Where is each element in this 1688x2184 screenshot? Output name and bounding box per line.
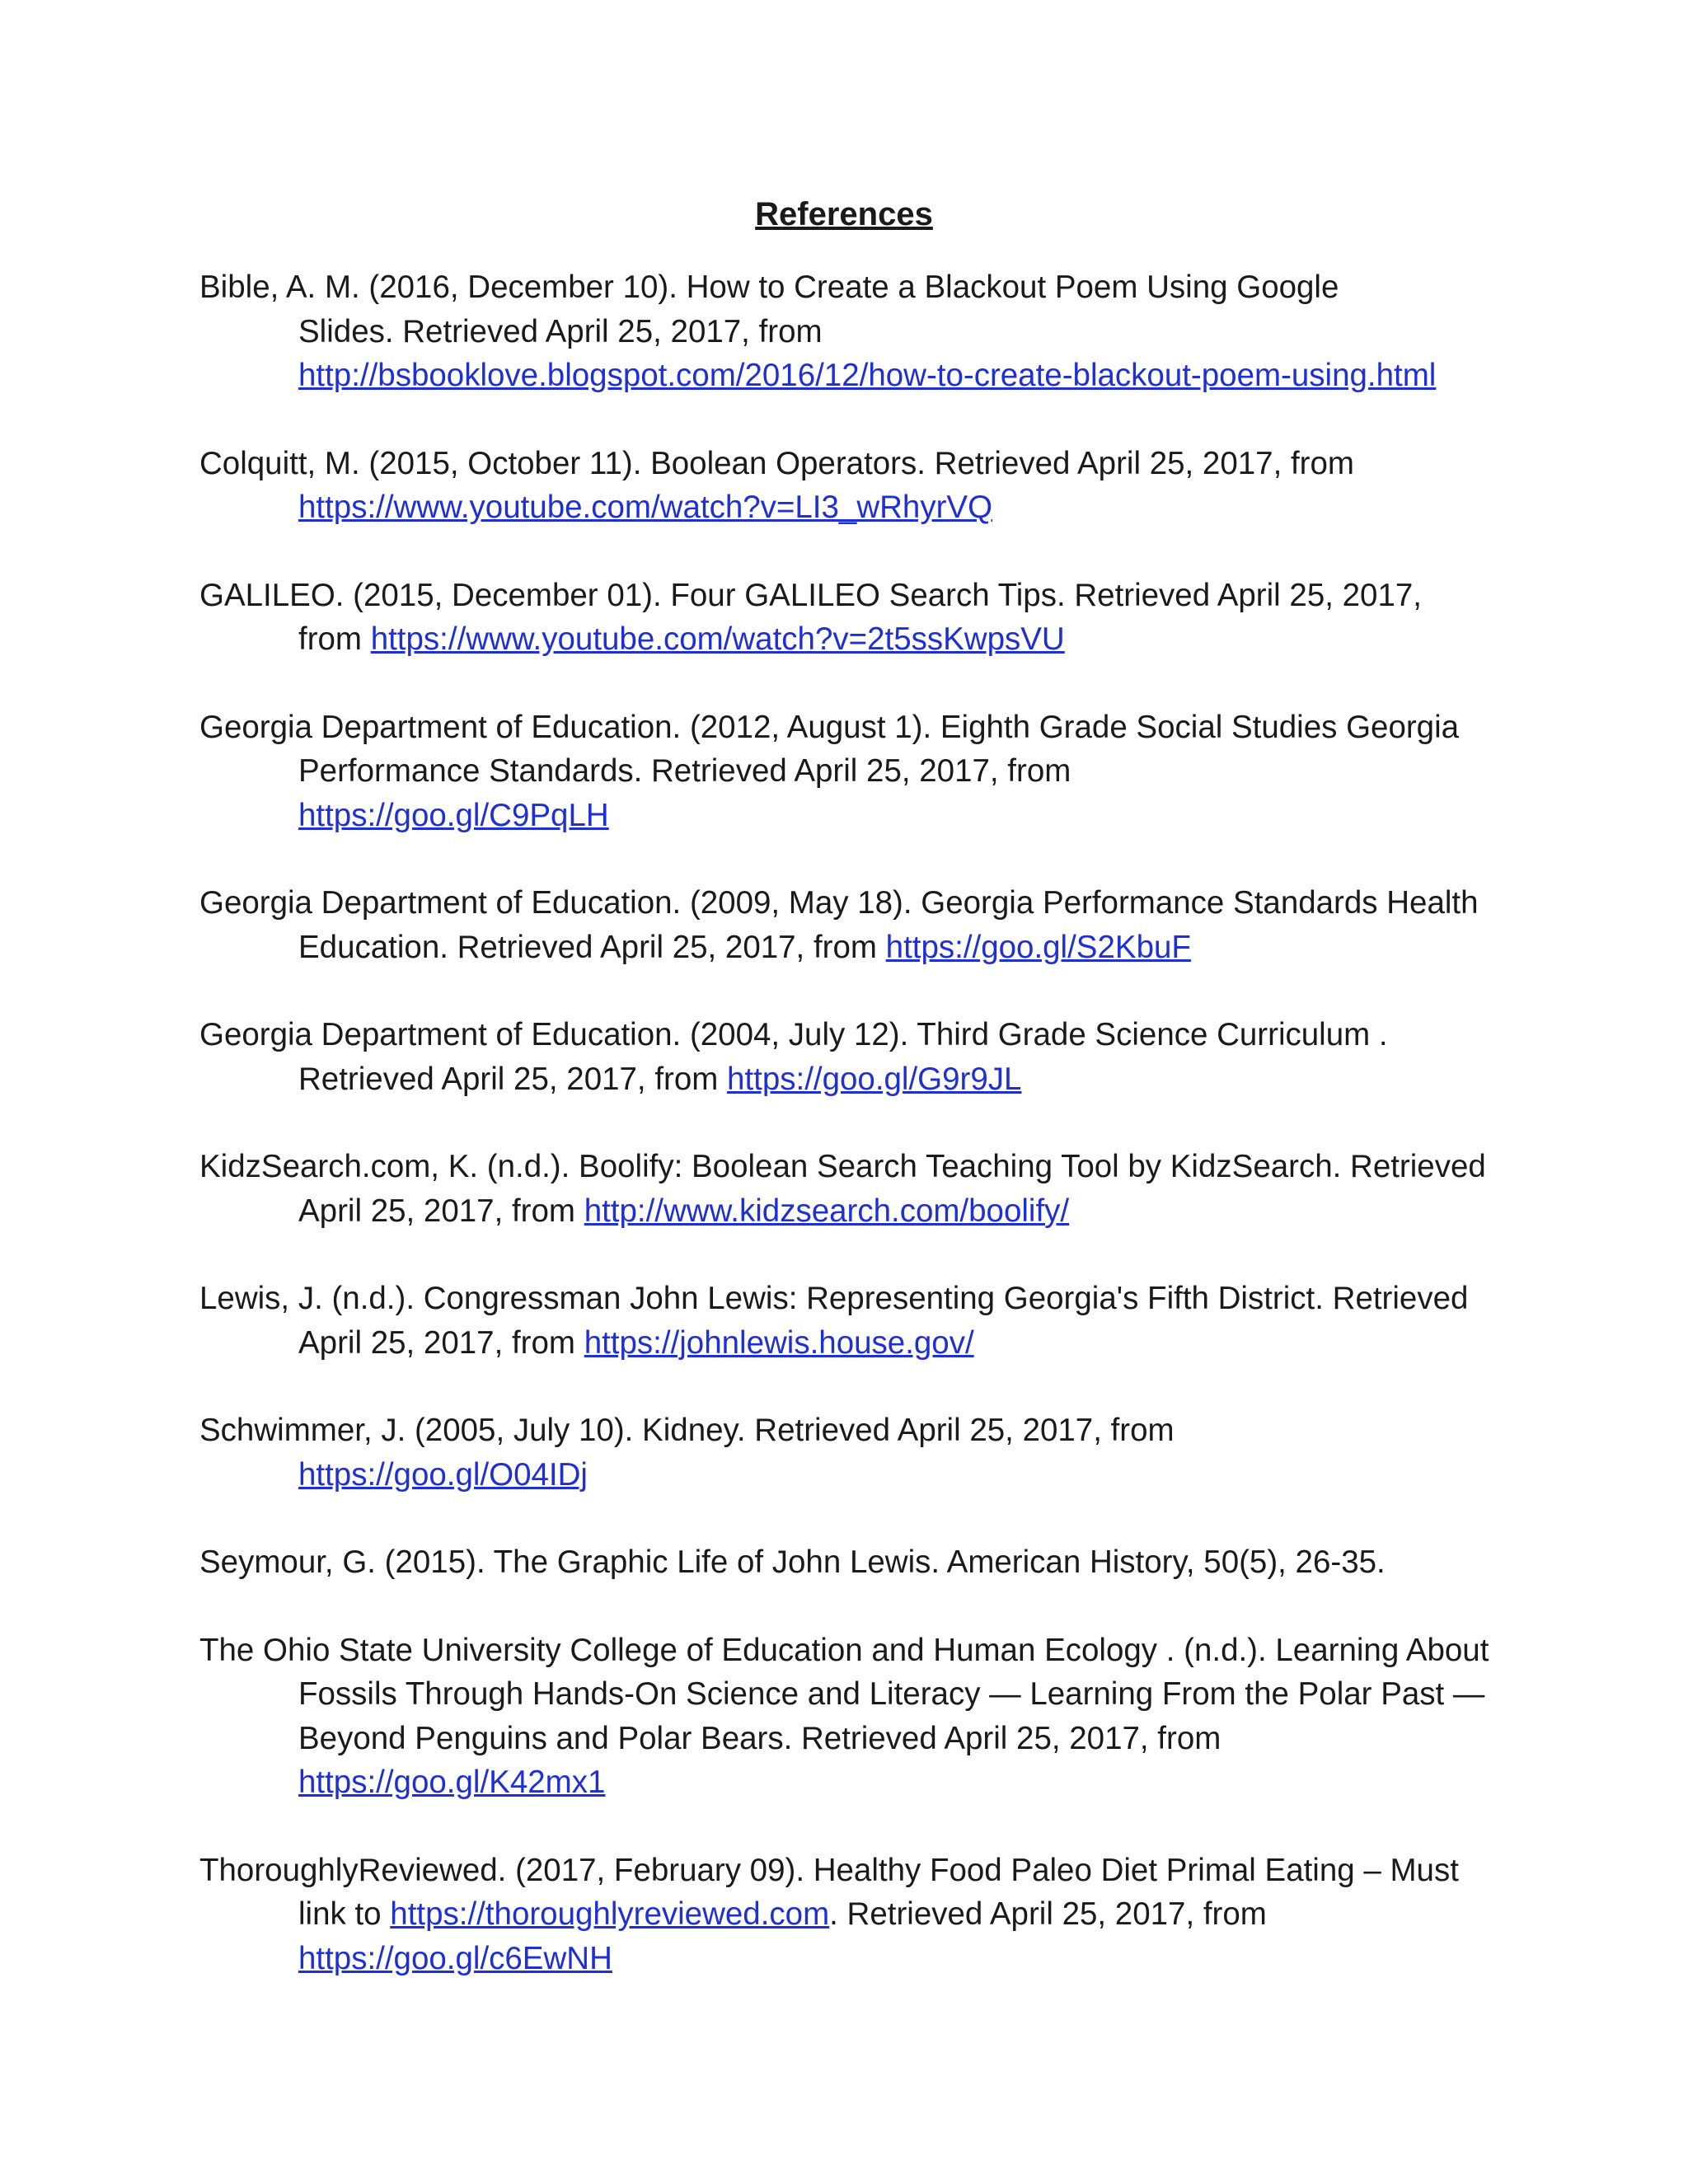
- page-title: References: [755, 196, 933, 232]
- reference-text-line: Slides. Retrieved April 25, 2017, from: [298, 313, 823, 349]
- reference-inline-link[interactable]: https://thoroughlyreviewed.com: [390, 1896, 830, 1932]
- reference-text: Georgia Department of Education. (2004, July 12). Third Grade Science Curriculum . Retrieved April 25, 2017, from: [199, 1017, 1388, 1097]
- reference-entry: [199, 265, 1493, 398]
- reference-link[interactable]: https://www.youtube.com/watch?v=2t5ssKwpsVU: [370, 621, 1065, 657]
- reference-entry: [199, 1145, 1493, 1233]
- reference-link[interactable]: https://goo.gl/c6EwNH: [298, 1940, 612, 1976]
- reference-link[interactable]: https://goo.gl/G9r9JL: [727, 1061, 1022, 1097]
- reference-link[interactable]: https://goo.gl/O04IDj: [298, 1456, 588, 1493]
- reference-entry: [199, 442, 1493, 530]
- reference-text: Georgia Department of Education. (2012, August 1). Eighth Grade Social Studies Georgia Performance Standards. Retrieved April 25, 2017, from: [199, 709, 1460, 789]
- reference-text-after-link: . Retrieved April 25, 2017, from: [829, 1896, 1267, 1932]
- reference-entry: [199, 574, 1493, 662]
- reference-link[interactable]: https://www.youtube.com/watch?v=LI3_wRhyrVQ: [298, 490, 993, 525]
- reference-link[interactable]: https://johnlewis.house.gov/: [584, 1324, 974, 1361]
- reference-text: Seymour, G. (2015). The Graphic Life of John Lewis. American History, 50(5), 26-35.: [199, 1544, 1386, 1580]
- reference-link[interactable]: http://www.kidzsearch.com/boolify/: [584, 1193, 1070, 1229]
- reference-entry: [199, 1013, 1493, 1101]
- reference-text: Lewis, J. (n.d.). Congressman John Lewis: Representing Georgia's Fifth District. Retrieved April 25, 2017, from: [199, 1281, 1469, 1361]
- reference-text-line: Schwimmer, J. (2005, July 10). Kidney. Retrieved April 25, 2017, from: [199, 1413, 1175, 1448]
- reference-entry: [199, 1629, 1493, 1805]
- reference-entry: [199, 1277, 1493, 1365]
- reference-text: The Ohio State University College of Education and Human Ecology . (n.d.). Learning About Fossils Through Hands-On Science and Literacy — Learning From the Polar Past — Beyond Penguins and Polar Bears. Retrieved April 25, 2017, from: [199, 1632, 1489, 1756]
- reference-entry: [199, 1408, 1493, 1497]
- reference-entry: [199, 705, 1493, 838]
- reference-text: KidzSearch.com, K. (n.d.). Boolify: Boolean Search Teaching Tool by KidzSearch. Retrieved April 25, 2017, from: [199, 1149, 1486, 1229]
- reference-entry: [199, 1849, 1493, 1981]
- reference-link[interactable]: https://goo.gl/K42mx1: [298, 1765, 606, 1800]
- reference-entry: [199, 881, 1493, 969]
- reference-text: Georgia Department of Education. (2009, May 18). Georgia Performance Standards Health Education. Retrieved April 25, 2017, from: [199, 885, 1479, 965]
- reference-entry: [199, 1540, 1493, 1585]
- reference-link[interactable]: https://goo.gl/S2KbuF: [885, 929, 1191, 965]
- reference-text: Colquitt, M. (2015, October 11). Boolean Operators. Retrieved April 25, 2017, from: [199, 445, 1354, 481]
- reference-link[interactable]: http://bsbooklove.blogspot.com/2016/12/how-to-create-blackout-poem-using.html: [298, 358, 1437, 393]
- reference-text-line: Bible, A. M. (2016, December 10). How to Create a Blackout Poem Using Google: [199, 269, 1339, 305]
- reference-text: ThoroughlyReviewed. (2017, February 09). Healthy Food Paleo Diet Primal Eating – Must link to: [199, 1852, 1459, 1932]
- reference-link[interactable]: https://goo.gl/C9PqLH: [298, 797, 609, 833]
- reference-text: GALILEO. (2015, December 01). Four GALILEO Search Tips. Retrieved April 25, 2017, from: [199, 577, 1422, 657]
- reference-list: [199, 265, 1493, 2024]
